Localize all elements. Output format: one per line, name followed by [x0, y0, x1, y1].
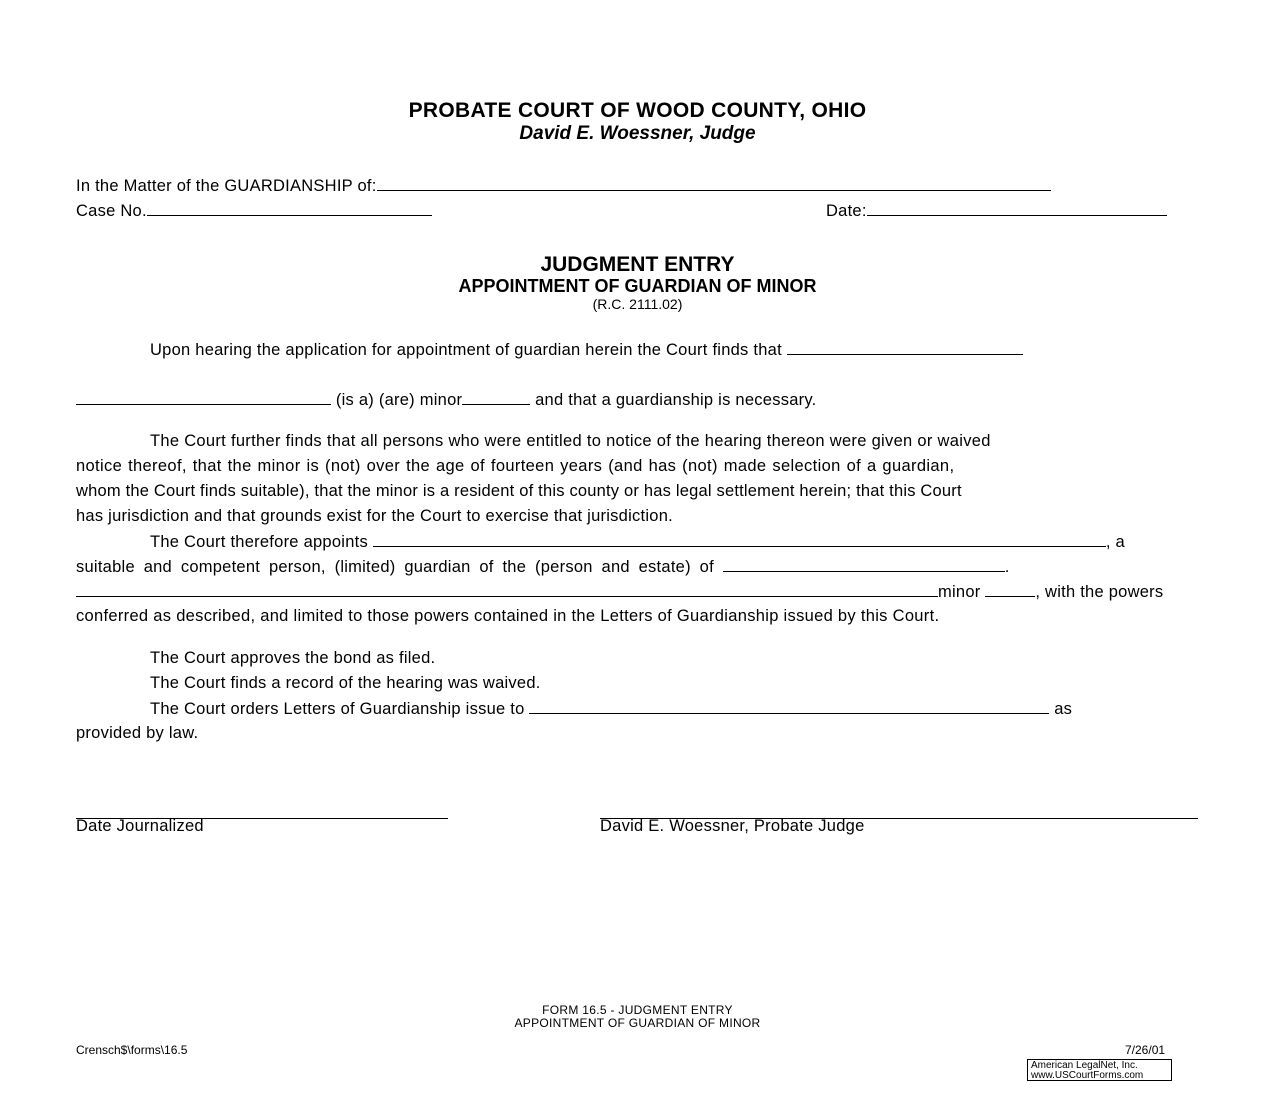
suitable-text: suitable and competent person, (limited) guardian of the (person and estate) of — [76, 558, 714, 576]
letters-line — [150, 699, 1072, 719]
appoints-suffix: , a — [1105, 533, 1125, 551]
minor-label: minor — [938, 583, 981, 601]
guardian-name-blank[interactable] — [373, 532, 1106, 547]
footer-form-line-2: APPOINTMENT OF GUARDIAN OF MINOR — [514, 1016, 761, 1030]
date-journalized-label: Date Journalized — [76, 817, 204, 835]
date-line — [826, 201, 1167, 221]
minor-name-blank-2[interactable] — [76, 390, 331, 405]
finding-line-1 — [150, 340, 1023, 360]
powers-line — [76, 582, 1163, 602]
minor-plural-blank[interactable] — [985, 582, 1035, 597]
paragraph-2-line-2: notice thereof, that the minor is (not) over the age of fourteen years (and has (not) made selection of a guardian, — [76, 457, 955, 475]
case-line — [76, 201, 432, 221]
footer-revision-date: 7/26/01 — [1125, 1043, 1166, 1057]
paragraph-2-line-1: The Court further finds that all persons who were entitled to notice of the hearing thereon were given or waived — [150, 432, 991, 450]
stamp-website: www.USCourtForms.com — [1031, 1070, 1144, 1081]
letters-text: The Court orders Letters of Guardianship issue to — [150, 700, 525, 718]
matter-name-blank[interactable] — [377, 176, 1051, 191]
footer-form-line-1: FORM 16.5 - JUDGMENT ENTRY — [542, 1003, 733, 1017]
date-blank[interactable] — [867, 201, 1167, 216]
matter-label: In the Matter of the GUARDIANSHIP of: — [76, 177, 377, 195]
statute-reference: (R.C. 2111.02) — [592, 296, 683, 312]
court-title: PROBATE COURT OF WOOD COUNTY, OHIO — [408, 99, 867, 122]
minor-name-blank-1[interactable] — [787, 340, 1023, 355]
footer-file-path: Crensch$\forms\16.5 — [76, 1043, 188, 1057]
letters-recipient-blank[interactable] — [529, 699, 1049, 714]
appoints-text: The Court therefore appoints — [150, 533, 368, 551]
bond-line: The Court approves the bond as filed. — [150, 649, 436, 667]
paragraph-2-line-4: has jurisdiction and that grounds exist for the Court to exercise that jurisdiction. — [76, 507, 673, 525]
appoints-line — [150, 532, 1125, 552]
conferred-line: conferred as described, and limited to those powers contained in the Letters of Guardianship issued by this Court. — [76, 607, 940, 625]
suitable-line — [76, 557, 1010, 577]
paragraph-2-line-3: whom the Court finds suitable), that the minor is a resident of this county or has legal settlement herein; that this Court — [76, 482, 962, 500]
judge-name: David E. Woessner, Judge — [519, 123, 756, 144]
judge-signature-label: David E. Woessner, Probate Judge — [600, 817, 865, 835]
form-subtitle: APPOINTMENT OF GUARDIAN OF MINOR — [458, 276, 817, 296]
powers-text: , with the powers — [1035, 583, 1164, 601]
minor-text: (is a) (are) minor — [335, 391, 463, 409]
finding-line-2 — [76, 390, 817, 410]
letters-suffix: as — [1054, 700, 1073, 718]
date-label: Date: — [826, 202, 867, 220]
form-title: JUDGMENT ENTRY — [540, 253, 735, 276]
stamp-company: American LegalNet, Inc. — [1031, 1060, 1138, 1071]
publisher-stamp — [1027, 1059, 1172, 1081]
case-number-blank[interactable] — [147, 201, 432, 216]
record-line: The Court finds a record of the hearing was waived. — [150, 674, 541, 692]
ward-name-blank[interactable] — [723, 557, 1005, 572]
provided-by-law: provided by law. — [76, 724, 199, 742]
necessity-text: and that a guardianship is necessary. — [535, 391, 817, 409]
finding-text: Upon hearing the application for appointment of guardian herein the Court finds that — [150, 341, 782, 359]
case-label: Case No. — [76, 202, 147, 220]
ward-continued-blank[interactable] — [76, 582, 938, 597]
matter-line — [76, 176, 1051, 196]
suitable-period: . — [1004, 558, 1010, 576]
plural-blank[interactable] — [462, 390, 530, 405]
